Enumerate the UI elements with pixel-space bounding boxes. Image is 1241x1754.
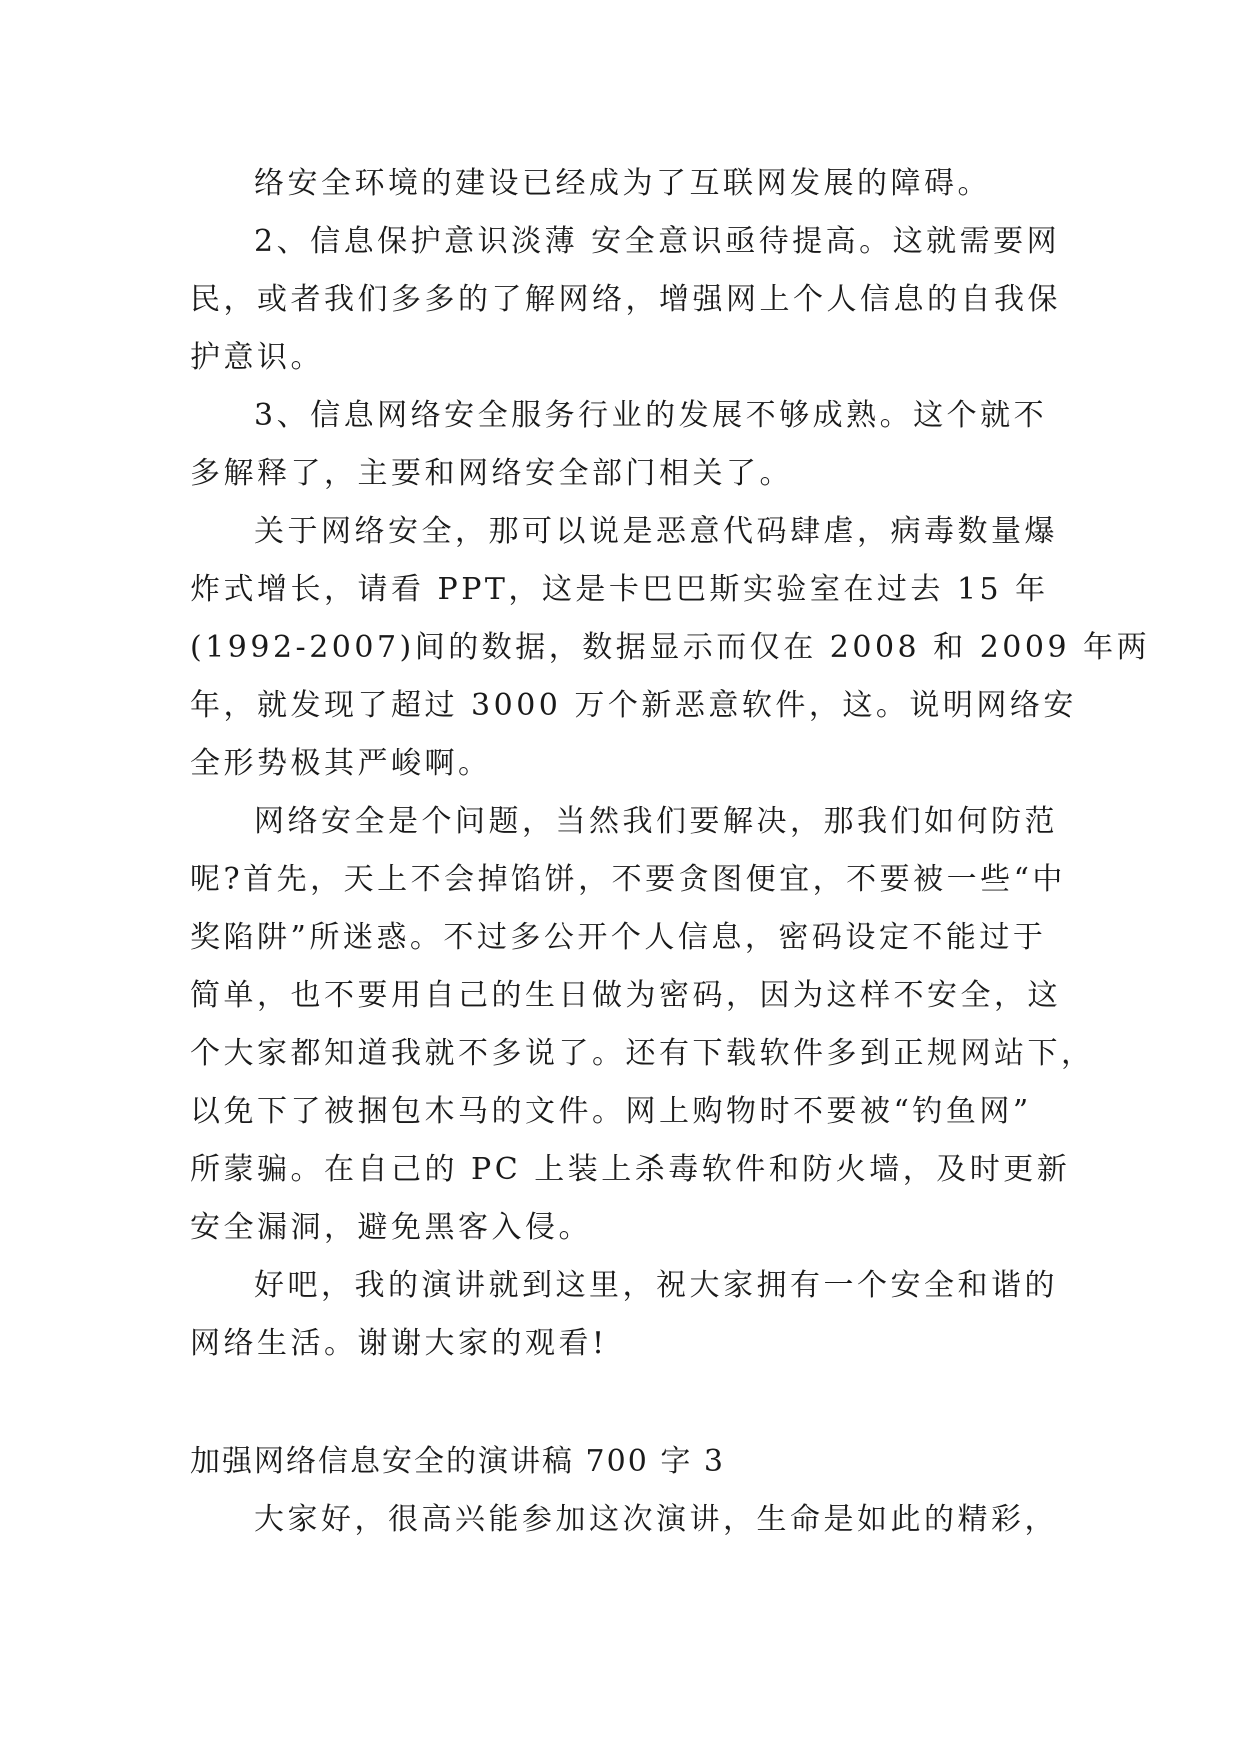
section-gap xyxy=(190,1373,1050,1433)
text-line: 民，或者我们多多的了解网络，增强网上个人信息的自我保 xyxy=(190,282,1061,317)
text-line: 络安全环境的建设已经成为了互联网发展的障碍。 xyxy=(254,166,991,201)
text-line: 好吧，我的演讲就到这里，祝大家拥有一个安全和谐的 xyxy=(254,1268,1058,1303)
text-line: 简单，也不要用自己的生日做为密码，因为这样不安全，这 xyxy=(190,978,1061,1013)
text-line: 奖陷阱”所迷惑。不过多公开个人信息，密码设定不能过于 xyxy=(190,920,1047,955)
text-line: (1992-2007)间的数据，数据显示而仅在 2008 和 2009 年两 xyxy=(190,630,1151,665)
text-line: 护意识。 xyxy=(190,340,324,375)
text-line: 网络安全是个问题，当然我们要解决，那我们如何防范 xyxy=(254,804,1058,839)
text-line: 全形势极其严峻啊。 xyxy=(190,746,492,781)
text-line: 2、信息保护意识淡薄 安全意识亟待提高。这就需要网 xyxy=(254,224,1061,259)
text-line: 个大家都知道我就不多说了。还有下载软件多到正规网站下， xyxy=(190,1036,1095,1071)
text-line: 呢?首先，天上不会掉馅饼，不要贪图便宜，不要被一些“中 xyxy=(190,862,1066,897)
text-line: 炸式增长，请看 PPT，这是卡巴巴斯实验室在过去 15 年 xyxy=(190,572,1049,607)
text-line: 网络生活。谢谢大家的观看! xyxy=(190,1326,608,1361)
text-line: 多解释了，主要和网络安全部门相关了。 xyxy=(190,456,793,491)
document-body xyxy=(190,155,1151,1549)
text-line: 以免下了被捆包木马的文件。网上购物时不要被“钓鱼网” xyxy=(190,1094,1032,1129)
section-title: 加强网络信息安全的演讲稿 700 字 3 xyxy=(190,1444,725,1479)
text-line: 安全漏洞，避免黑客入侵。 xyxy=(190,1210,592,1245)
text-line: 3、信息网络安全服务行业的发展不够成熟。这个就不 xyxy=(254,398,1048,433)
text-line: 关于网络安全，那可以说是恶意代码肆虐，病毒数量爆 xyxy=(254,514,1058,549)
text-line: 年，就发现了超过 3000 万个新恶意软件，这。说明网络安 xyxy=(190,688,1077,723)
text-line: 大家好，很高兴能参加这次演讲，生命是如此的精彩， xyxy=(254,1502,1058,1537)
text-line: 所蒙骗。在自己的 PC 上装上杀毒软件和防火墙，及时更新 xyxy=(190,1152,1071,1187)
